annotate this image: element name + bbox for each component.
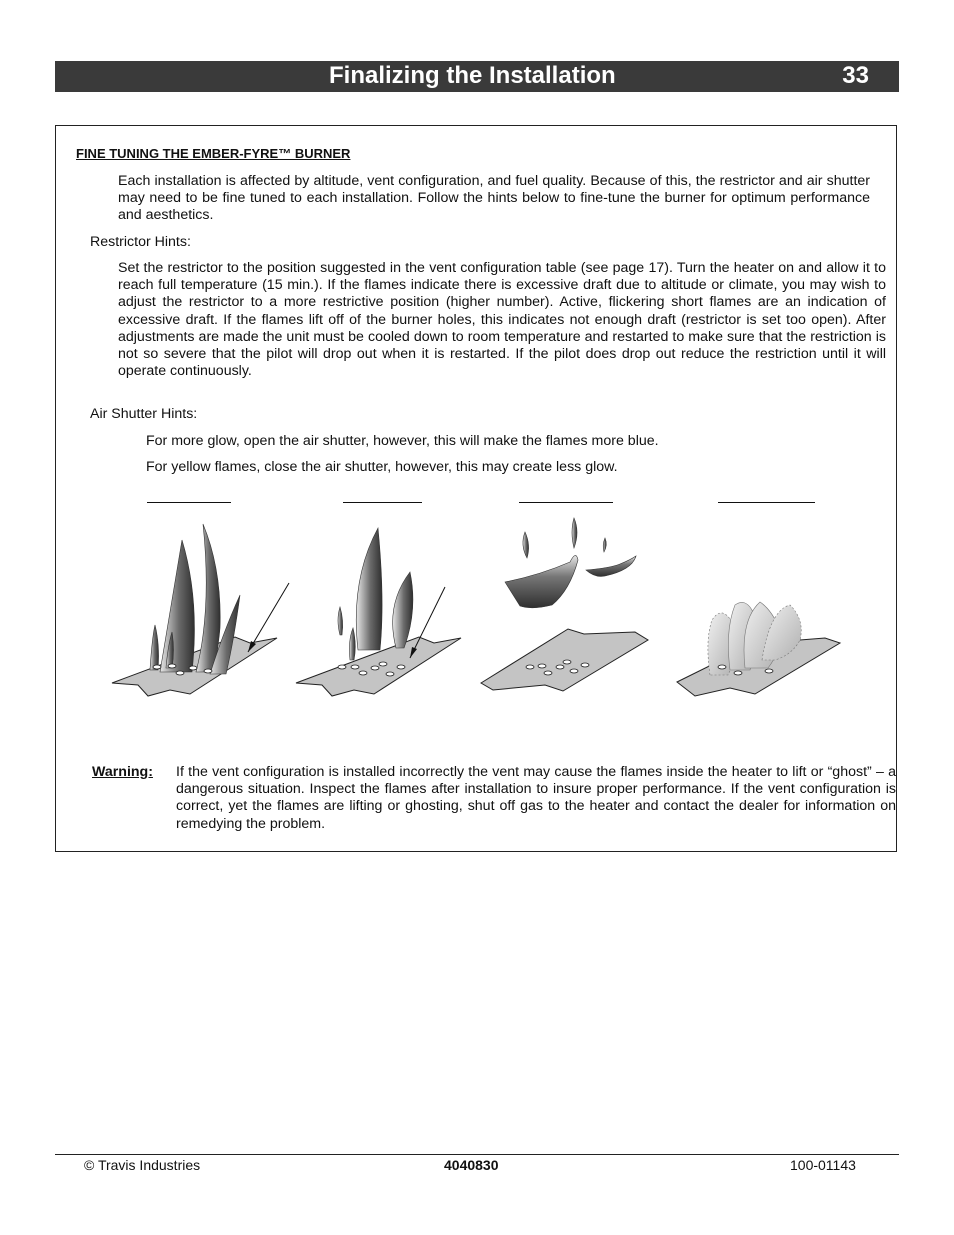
intro-paragraph: Each installation is affected by altitude, vent configuration, and fuel quality. Because of this, the restrictor and air shutter may need to be fine tuned to each installation. Follow the hints below to fine-tune the burner for optimum performance and aesthetics.	[118, 173, 870, 224]
footer-part-number: 100-01143	[790, 1157, 856, 1173]
flame	[523, 532, 529, 558]
burner-flame-illustrations	[100, 510, 860, 710]
burner-hole	[386, 672, 394, 676]
burner-hole	[734, 671, 742, 675]
figure-active-flames	[296, 528, 461, 696]
burner-hole	[359, 671, 367, 675]
burner-hole	[168, 664, 176, 668]
air-shutter-hints-label: Air Shutter Hints:	[90, 406, 198, 422]
figure-ghosting-flames	[677, 602, 840, 696]
flame	[338, 607, 343, 635]
restrictor-hints-label: Restrictor Hints:	[90, 234, 191, 250]
burner-hole	[718, 665, 726, 669]
burner-hole	[581, 663, 589, 667]
burner-hole	[544, 671, 552, 675]
flame	[356, 528, 382, 650]
caption-line-1	[147, 502, 231, 503]
burner-hole	[563, 660, 571, 664]
flame	[150, 625, 159, 670]
footer-copyright: © Travis Industries	[84, 1157, 201, 1173]
flame	[603, 538, 606, 552]
burner-hole	[189, 666, 197, 670]
air-shutter-glow-hint: For more glow, open the air shutter, however, this will make the flames more blue.	[146, 433, 659, 449]
burner-hole	[379, 662, 387, 666]
burner-hole	[765, 669, 773, 673]
section-heading: FINE TUNING THE EMBER-FYRE™ BURNER	[76, 146, 351, 161]
flame	[349, 628, 355, 660]
caption-line-4	[718, 502, 815, 503]
burner-hole	[351, 665, 359, 669]
footer-doc-number: 4040830	[444, 1157, 499, 1173]
burner-hole	[153, 665, 161, 669]
burner-hole	[338, 665, 346, 669]
caption-line-3	[519, 502, 613, 503]
burner-hole	[371, 666, 379, 670]
burner-hole	[176, 671, 184, 675]
footer-rule	[55, 1154, 899, 1155]
page-title: Finalizing the Installation	[329, 62, 616, 89]
burner-hole	[556, 665, 564, 669]
burner-hole	[204, 669, 212, 673]
flame	[505, 555, 578, 607]
flame	[572, 518, 577, 548]
air-shutter-yellow-hint: For yellow flames, close the air shutter, however, this may create less glow.	[146, 459, 618, 475]
burner-hole	[538, 664, 546, 668]
flame	[160, 540, 194, 672]
restrictor-hints-text: Set the restrictor to the position suggested in the vent configuration table (see page 17). Turn the heater on and allow it to reach full temperature (15 min.). If the flames indicate there is excessive draft due to altitude or climate, you may wish to adjust the restrictor to a more restrictive position (higher number). Active, flickering short flames are an indication of excessive draft. If the flames lift off of the burner holes, this indicates not enough draft (restrictor is set too open). After adjustments are made the unit must be cooled down to room temperature and restarted to make sure that the restriction is not so severe that the pilot will drop out when it is restarted. If the pilot does drop out reduce the restriction until it will operate continuously.	[118, 260, 886, 380]
header-bar	[55, 61, 899, 92]
burner-hole	[397, 665, 405, 669]
flame	[586, 556, 636, 576]
page-number: 33	[842, 62, 869, 89]
warning-text: If the vent configuration is installed incorrectly the vent may cause the flames inside the heater to lift or “ghost” – a dangerous situation. Inspect the flames after installation to insure proper performance. If the vent configuration is correct, yet the flames are lifting or ghosting, shut off gas to the heater and contact the dealer for information on remedying the problem.	[176, 764, 896, 832]
flame	[393, 572, 413, 648]
burner-hole	[570, 669, 578, 673]
figure-lifted-flames	[481, 518, 648, 691]
figure-tall-flames	[112, 524, 289, 696]
caption-line-2	[343, 502, 422, 503]
burner-hole	[526, 665, 534, 669]
warning-label: Warning:	[92, 764, 153, 780]
